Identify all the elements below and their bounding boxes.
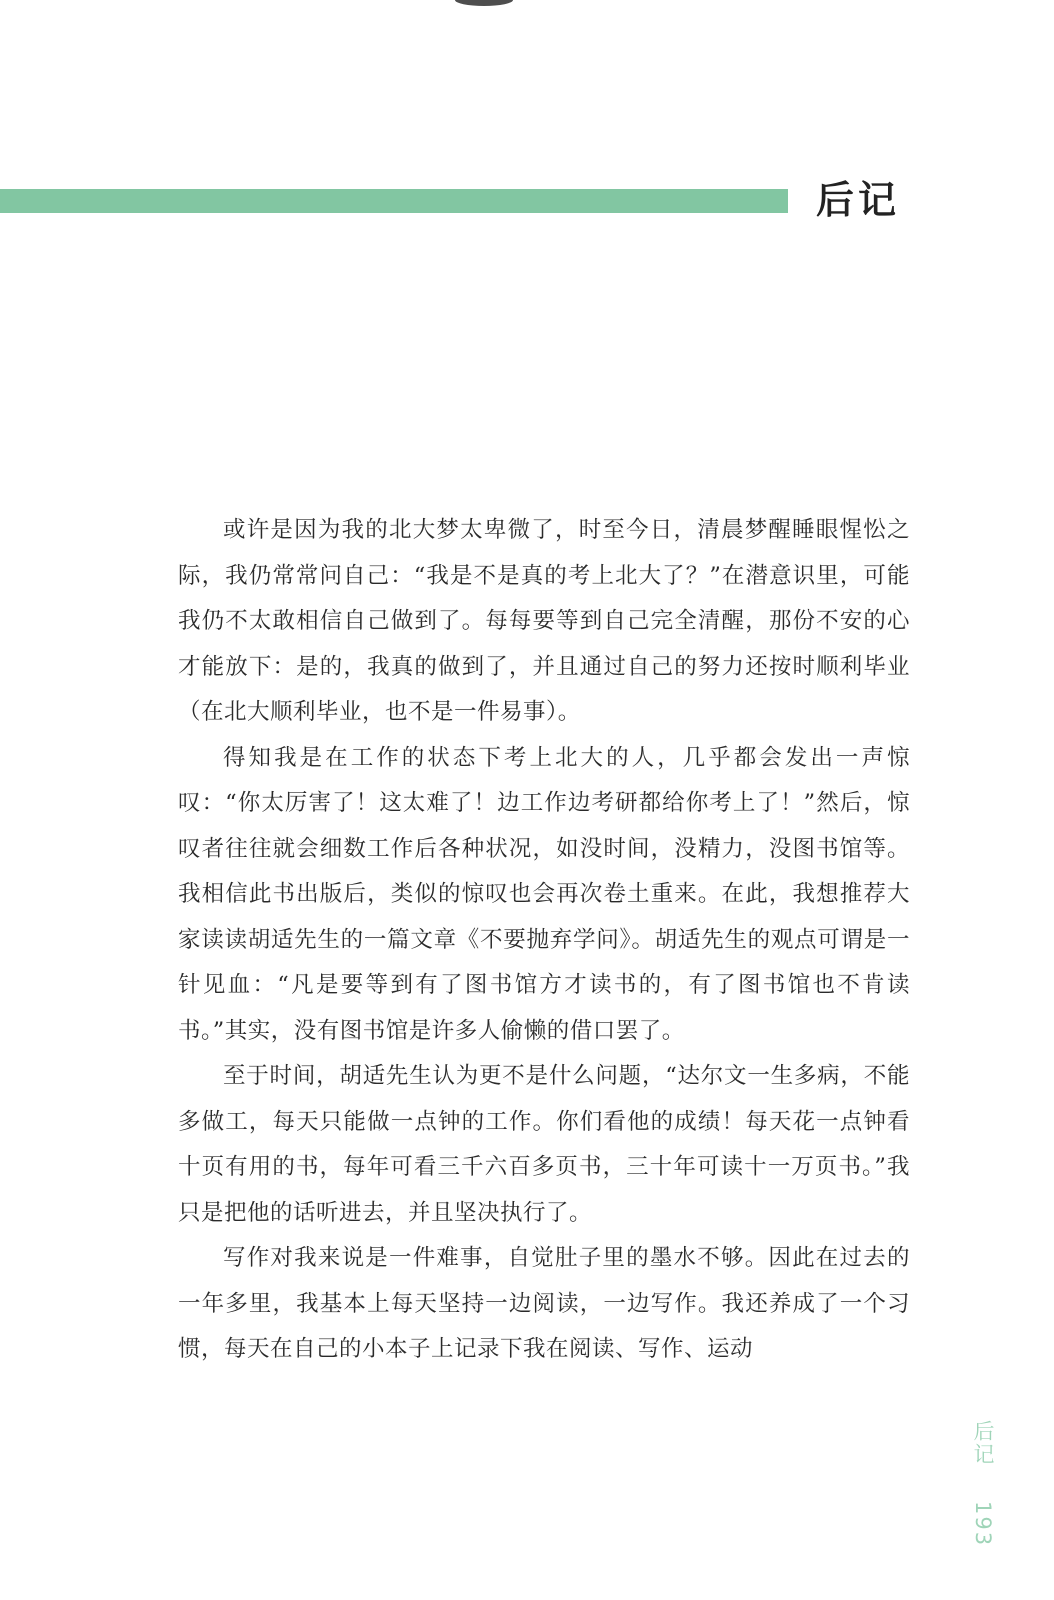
scan-smudge xyxy=(455,0,513,6)
footer-section-label: 后记 xyxy=(971,1420,995,1466)
paragraph-2: 得知我是在工作的状态下考上北大的人，几乎都会发出一声惊叹：“你太厉害了！这太难了！边工作边考研都给你考上了！”然后，惊叹者往往就会细数工作后各种状况，如没时间，没精力，没图书馆等。我相信此书出版后，类似的惊叹也会再次卷土重来。在此，我想推荐大家读读胡适先生的一篇文章《不要抛弃学问》。胡适先生的观点可谓是一针见血：“凡是要等到有了图书馆方才读书的，有了图书馆也不肯读书。”其实，没有图书馆是许多人偷懒的借口罢了。 xyxy=(178,744,910,1044)
body-text xyxy=(178,508,910,1373)
running-footer xyxy=(968,1420,998,1547)
paragraph-3: 至于时间，胡适先生认为更不是什么问题，“达尔文一生多病，不能多做工，每天只能做一点钟的工作。你们看他的成绩！每天花一点钟看十页有用的书，每年可看三千六百多页书，三十年可读十一万页书。”我只是把他的话听进去，并且坚决执行了。 xyxy=(178,1063,910,1226)
paragraph-1: 或许是因为我的北大梦太卑微了，时至今日，清晨梦醒睡眼惺忪之际，我仍常常问自己：“我是不是真的考上北大了？”在潜意识里，可能我仍不太敢相信自己做到了。每每要等到自己完全清醒，那份不安的心才能放下：是的，我真的做到了，并且通过自己的努力还按时顺利毕业（在北大顺利毕业，也不是一件易事）。 xyxy=(178,517,910,725)
chapter-title: 后记 xyxy=(816,177,901,222)
paragraph-4: 写作对我来说是一件难事，自觉肚子里的墨水不够。因此在过去的一年多里，我基本上每天坚持一边阅读，一边写作。我还养成了一个习惯，每天在自己的小本子上记录下我在阅读、写作、运动 xyxy=(178,1245,910,1362)
page-number: 193 xyxy=(971,1501,995,1548)
chapter-header-bar xyxy=(0,189,788,213)
